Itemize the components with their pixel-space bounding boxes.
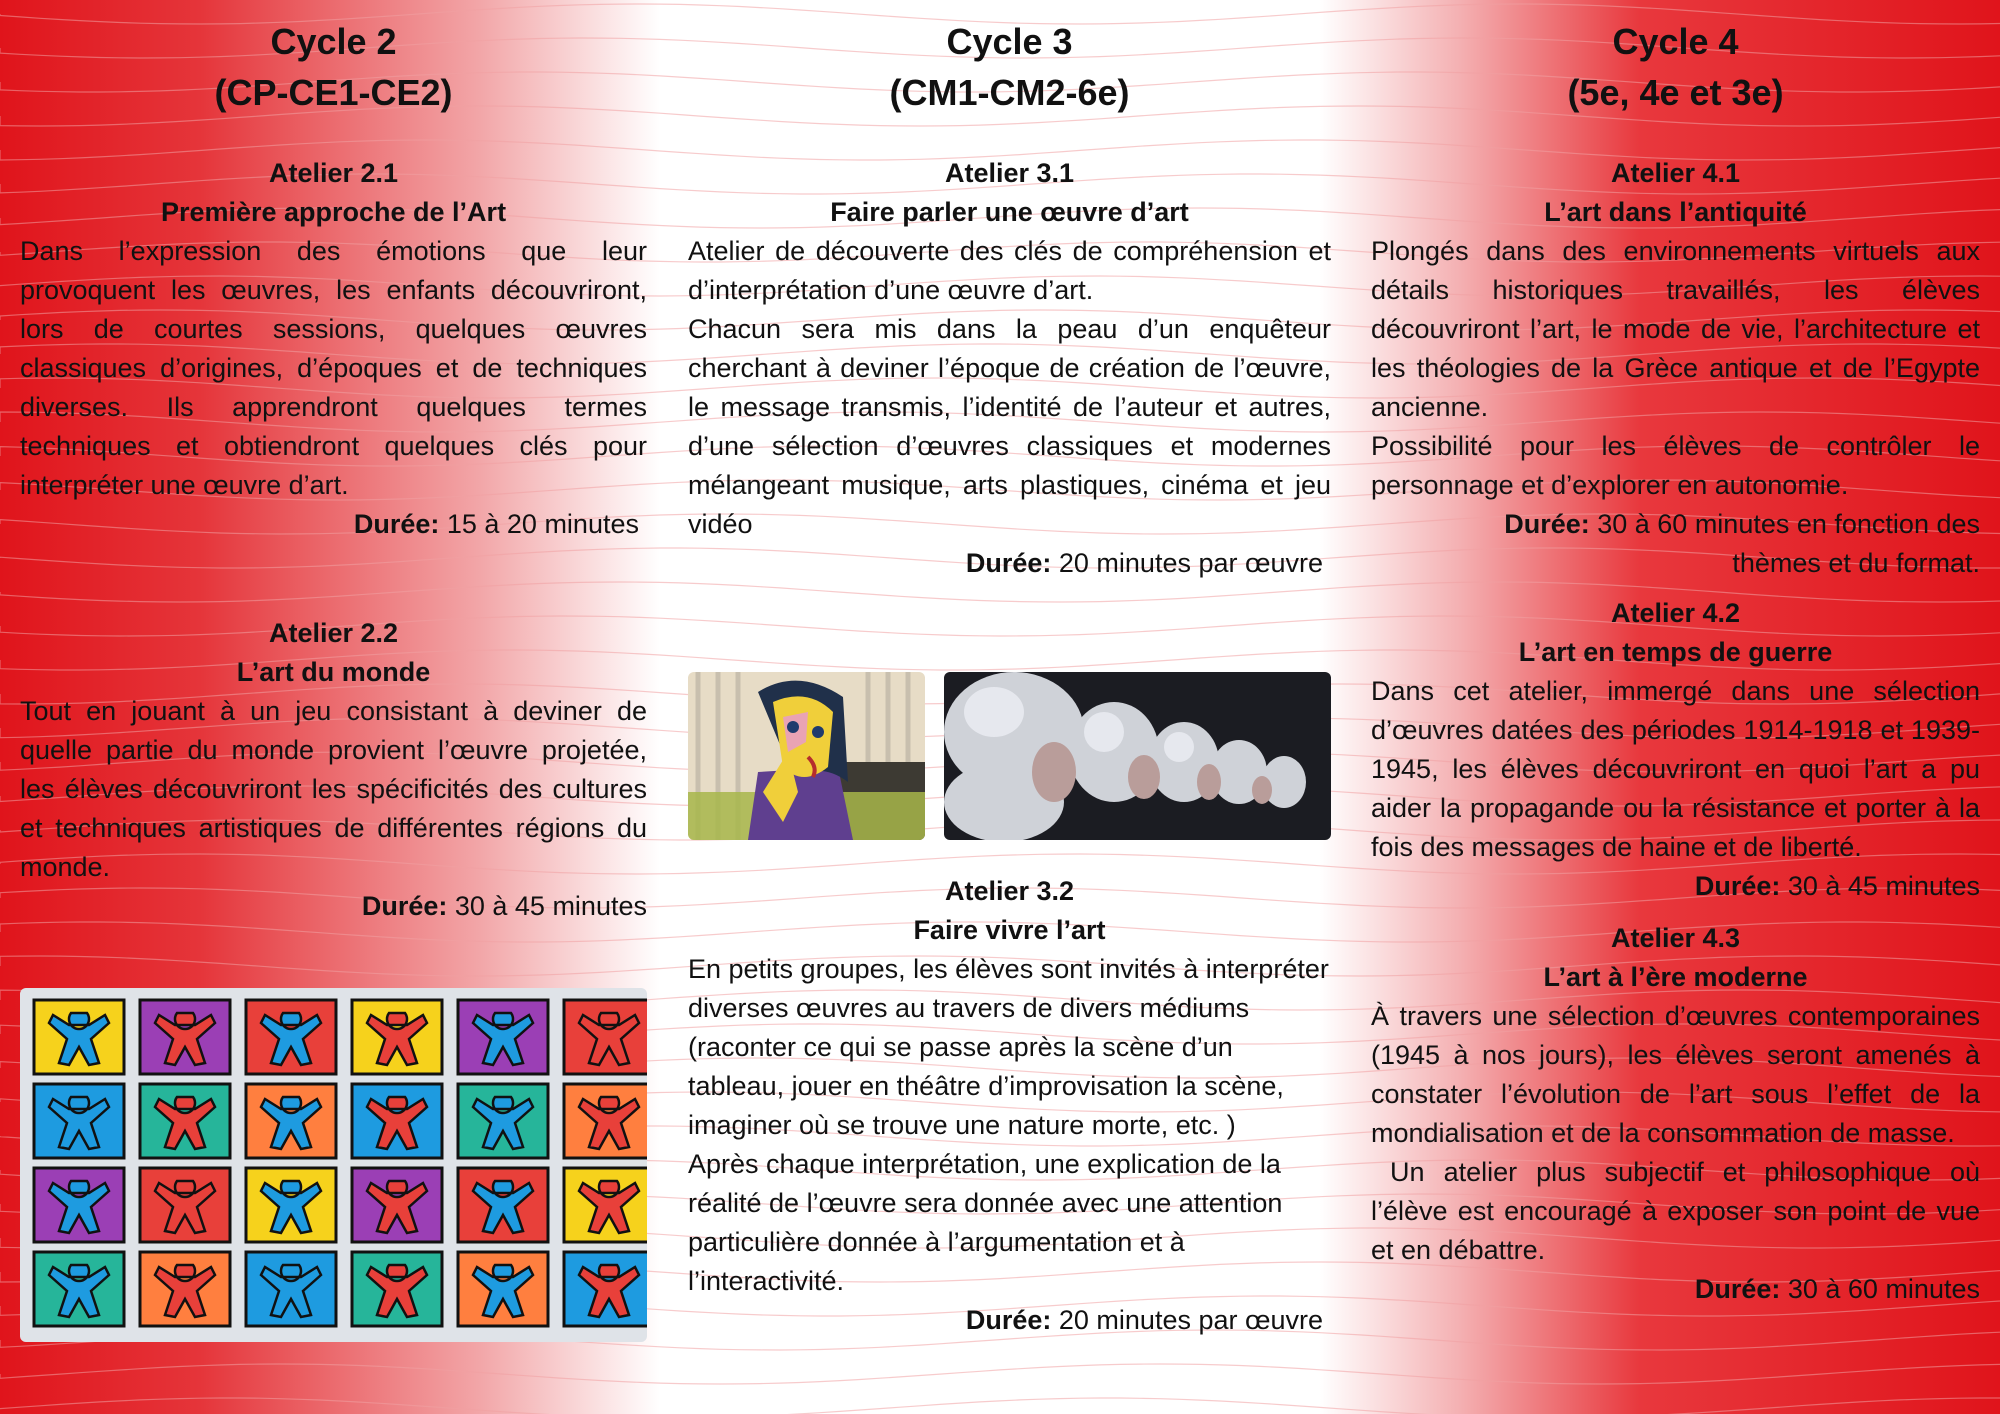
pop-art-panel [458, 1084, 548, 1158]
duration-value: 20 minutes par œuvre [1051, 1305, 1323, 1335]
atelier-description: Dans cet atelier, immergé dans une sélection d’œuvres datées des périodes 1914-1918 et 1939-1945, les élèves découvriront en quoi l’art a pu aider la propagande ou la résistance et porter à la fois des messages de haine et de liberté. [1371, 676, 1980, 862]
atelier-4-3 [1371, 919, 1988, 1309]
atelier-number: Atelier 3.1 [944, 158, 1075, 188]
atelier-duration [1371, 1270, 1980, 1309]
atelier-title: L’art en temps de guerre [1518, 637, 1833, 667]
atelier-description-p1: Plongés dans des environnements virtuels aux détails historiques travaillés, les élèves découvriront l’art, le mode de vie, l’architecture et les théologies de la Grèce antique et de l’Egypte ancienne. [1371, 236, 1980, 422]
pop-art-panel [246, 1168, 336, 1242]
atelier-title: L’art dans l’antiquité [1544, 197, 1807, 227]
duration-value: 30 à 45 minutes [1780, 871, 1980, 901]
pop-art-panel [564, 1168, 647, 1242]
atelier-2-2 [20, 614, 647, 926]
atelier-title: Faire parler une œuvre d’art [830, 197, 1189, 227]
atelier-title: Première approche de l’Art [160, 197, 507, 227]
atelier-3-2 [688, 872, 1331, 1340]
pop-art-panel [140, 1168, 230, 1242]
pop-art-panel [564, 1000, 647, 1074]
pop-art-panel [34, 1084, 124, 1158]
duration-value: 15 à 20 minutes [439, 509, 639, 539]
atelier-number: Atelier 4.3 [1610, 923, 1741, 953]
atelier-duration [1371, 867, 1980, 906]
keith-haring-artwork-image [20, 988, 647, 1342]
cycle-4-title-line2: (5e, 4e et 3e) [1567, 72, 1784, 113]
atelier-title: L’art à l’ère moderne [1543, 962, 1808, 992]
atelier-title: Faire vivre l’art [913, 915, 1106, 945]
pop-art-panel [246, 1084, 336, 1158]
atelier-4-2 [1371, 594, 1980, 906]
atelier-duration [688, 544, 1331, 583]
duration-label: Durée: [965, 548, 1052, 578]
atelier-duration [1371, 505, 1980, 583]
atelier-description: Dans l’expression des émotions que leur provoquent les œuvres, les enfants découvriront, lors de courtes sessions, quelques œuvres classiques d’origines, d’époques et de techniques diverses. Ils apprendront quelques termes techniques et obtiendront quelques clés pour interpréter une œuvre d’art. [20, 236, 647, 500]
atelier-description: Tout en jouant à un jeu consistant à deviner de quelle partie du monde provient l’œuvre projetée, les élèves découvriront les spécificités des cultures et techniques artistiques de différentes régions du monde. [20, 696, 647, 882]
atelier-description-p2: Un atelier plus subjectif et philosophique où l’élève est encouragé à exposer son point de vue et en débattre. [1371, 1157, 1988, 1265]
pop-art-panel [458, 1252, 548, 1326]
theatre-wigs-photo-image [944, 672, 1331, 840]
pop-art-panel [246, 1000, 336, 1074]
atelier-number: Atelier 2.2 [268, 618, 399, 648]
atelier-number: Atelier 4.2 [1610, 598, 1741, 628]
cycle-4-title-line1: Cycle 4 [1612, 21, 1739, 62]
atelier-description-p1: En petits groupes, les élèves sont invités à interpréter diverses œuvres au travers de divers médiums (raconter ce qui se passe après la scène d’un tableau, jouer en théâtre d’improvisation la scène, imaginer où se trouve une nature morte, etc. ) [688, 954, 1329, 1140]
atelier-2-1 [20, 154, 647, 544]
atelier-duration [688, 1301, 1331, 1340]
pop-art-panel [34, 1000, 124, 1074]
pop-art-panel [246, 1252, 336, 1326]
pop-art-panel [564, 1084, 647, 1158]
atelier-number: Atelier 2.1 [268, 158, 399, 188]
wave-line [0, 1364, 2000, 1384]
pop-art-panel [564, 1252, 647, 1326]
duration-label: Durée: [353, 509, 440, 539]
pop-art-panel [34, 1252, 124, 1326]
duration-label: Durée: [965, 1305, 1052, 1335]
atelier-description-p2: Chacun sera mis dans la peau d’un enquêteur cherchant à deviner l’époque de création de l’œuvre, le message transmis, l’identité de l’auteur et autres, d’une sélection d’œuvres classiques et modernes mélangeant musique, arts plastiques, cinéma et jeu vidéo [688, 314, 1331, 539]
pop-art-panel [34, 1168, 124, 1242]
atelier-description-p2: Possibilité pour les élèves de contrôler le personnage et d’explorer en autonomie. [1371, 431, 1980, 500]
pop-art-panel [352, 1252, 442, 1326]
pop-art-panel [458, 1168, 548, 1242]
cycle-4-title [1371, 16, 1980, 118]
cycle-2-title [20, 16, 647, 118]
duration-label: Durée: [1694, 871, 1781, 901]
pop-art-panel [352, 1000, 442, 1074]
cubist-portrait-image [688, 672, 925, 840]
duration-label: Durée: [1694, 1274, 1781, 1304]
atelier-number: Atelier 3.2 [944, 876, 1075, 906]
atelier-description-p1: Atelier de découverte des clés de compréhension et d’interprétation d’une œuvre d’art. [688, 236, 1331, 305]
pop-art-panel [140, 1084, 230, 1158]
duration-value: 20 minutes par œuvre [1051, 548, 1323, 578]
atelier-duration [20, 505, 647, 544]
pop-art-panel [458, 1000, 548, 1074]
atelier-4-1 [1371, 154, 1980, 583]
cycle-2-column [20, 0, 647, 926]
duration-value: 30 à 60 minutes en fonction des thèmes et du format. [1589, 509, 1980, 578]
cycle-3-column [688, 0, 1331, 1340]
pop-art-panel [352, 1168, 442, 1242]
atelier-description-p1: À travers une sélection d’œuvres contemporaines (1945 à nos jours), les élèves seront amenés à constater l’évolution de l’art sous l’effet de la mondialisation et de la consommation de masse. [1371, 1001, 1980, 1148]
duration-value: 30 à 45 minutes [447, 891, 647, 921]
atelier-3-1 [688, 154, 1331, 583]
cycle-2-title-line1: Cycle 2 [270, 21, 397, 62]
cycle-4-column [1371, 0, 1988, 1309]
cycle-3-title [688, 16, 1331, 118]
atelier-description-p2: Après chaque interprétation, une explication de la réalité de l’œuvre sera donnée avec une attention particulière donnée à l’argumentation et à l’interactivité. [688, 1149, 1283, 1296]
atelier-title: L’art du monde [236, 657, 431, 687]
wave-line [0, 1398, 2000, 1414]
atelier-duration [20, 887, 647, 926]
pop-art-panel [352, 1084, 442, 1158]
cycle-3-title-line1: Cycle 3 [946, 21, 1073, 62]
duration-label: Durée: [1504, 509, 1590, 539]
cycle-2-title-line2: (CP-CE1-CE2) [214, 72, 453, 113]
pop-art-panel [140, 1000, 230, 1074]
cycle-3-title-line2: (CM1-CM2-6e) [889, 72, 1130, 113]
atelier-number: Atelier 4.1 [1610, 158, 1741, 188]
duration-value: 30 à 60 minutes [1780, 1274, 1980, 1304]
pop-art-panel [140, 1252, 230, 1326]
duration-label: Durée: [361, 891, 448, 921]
